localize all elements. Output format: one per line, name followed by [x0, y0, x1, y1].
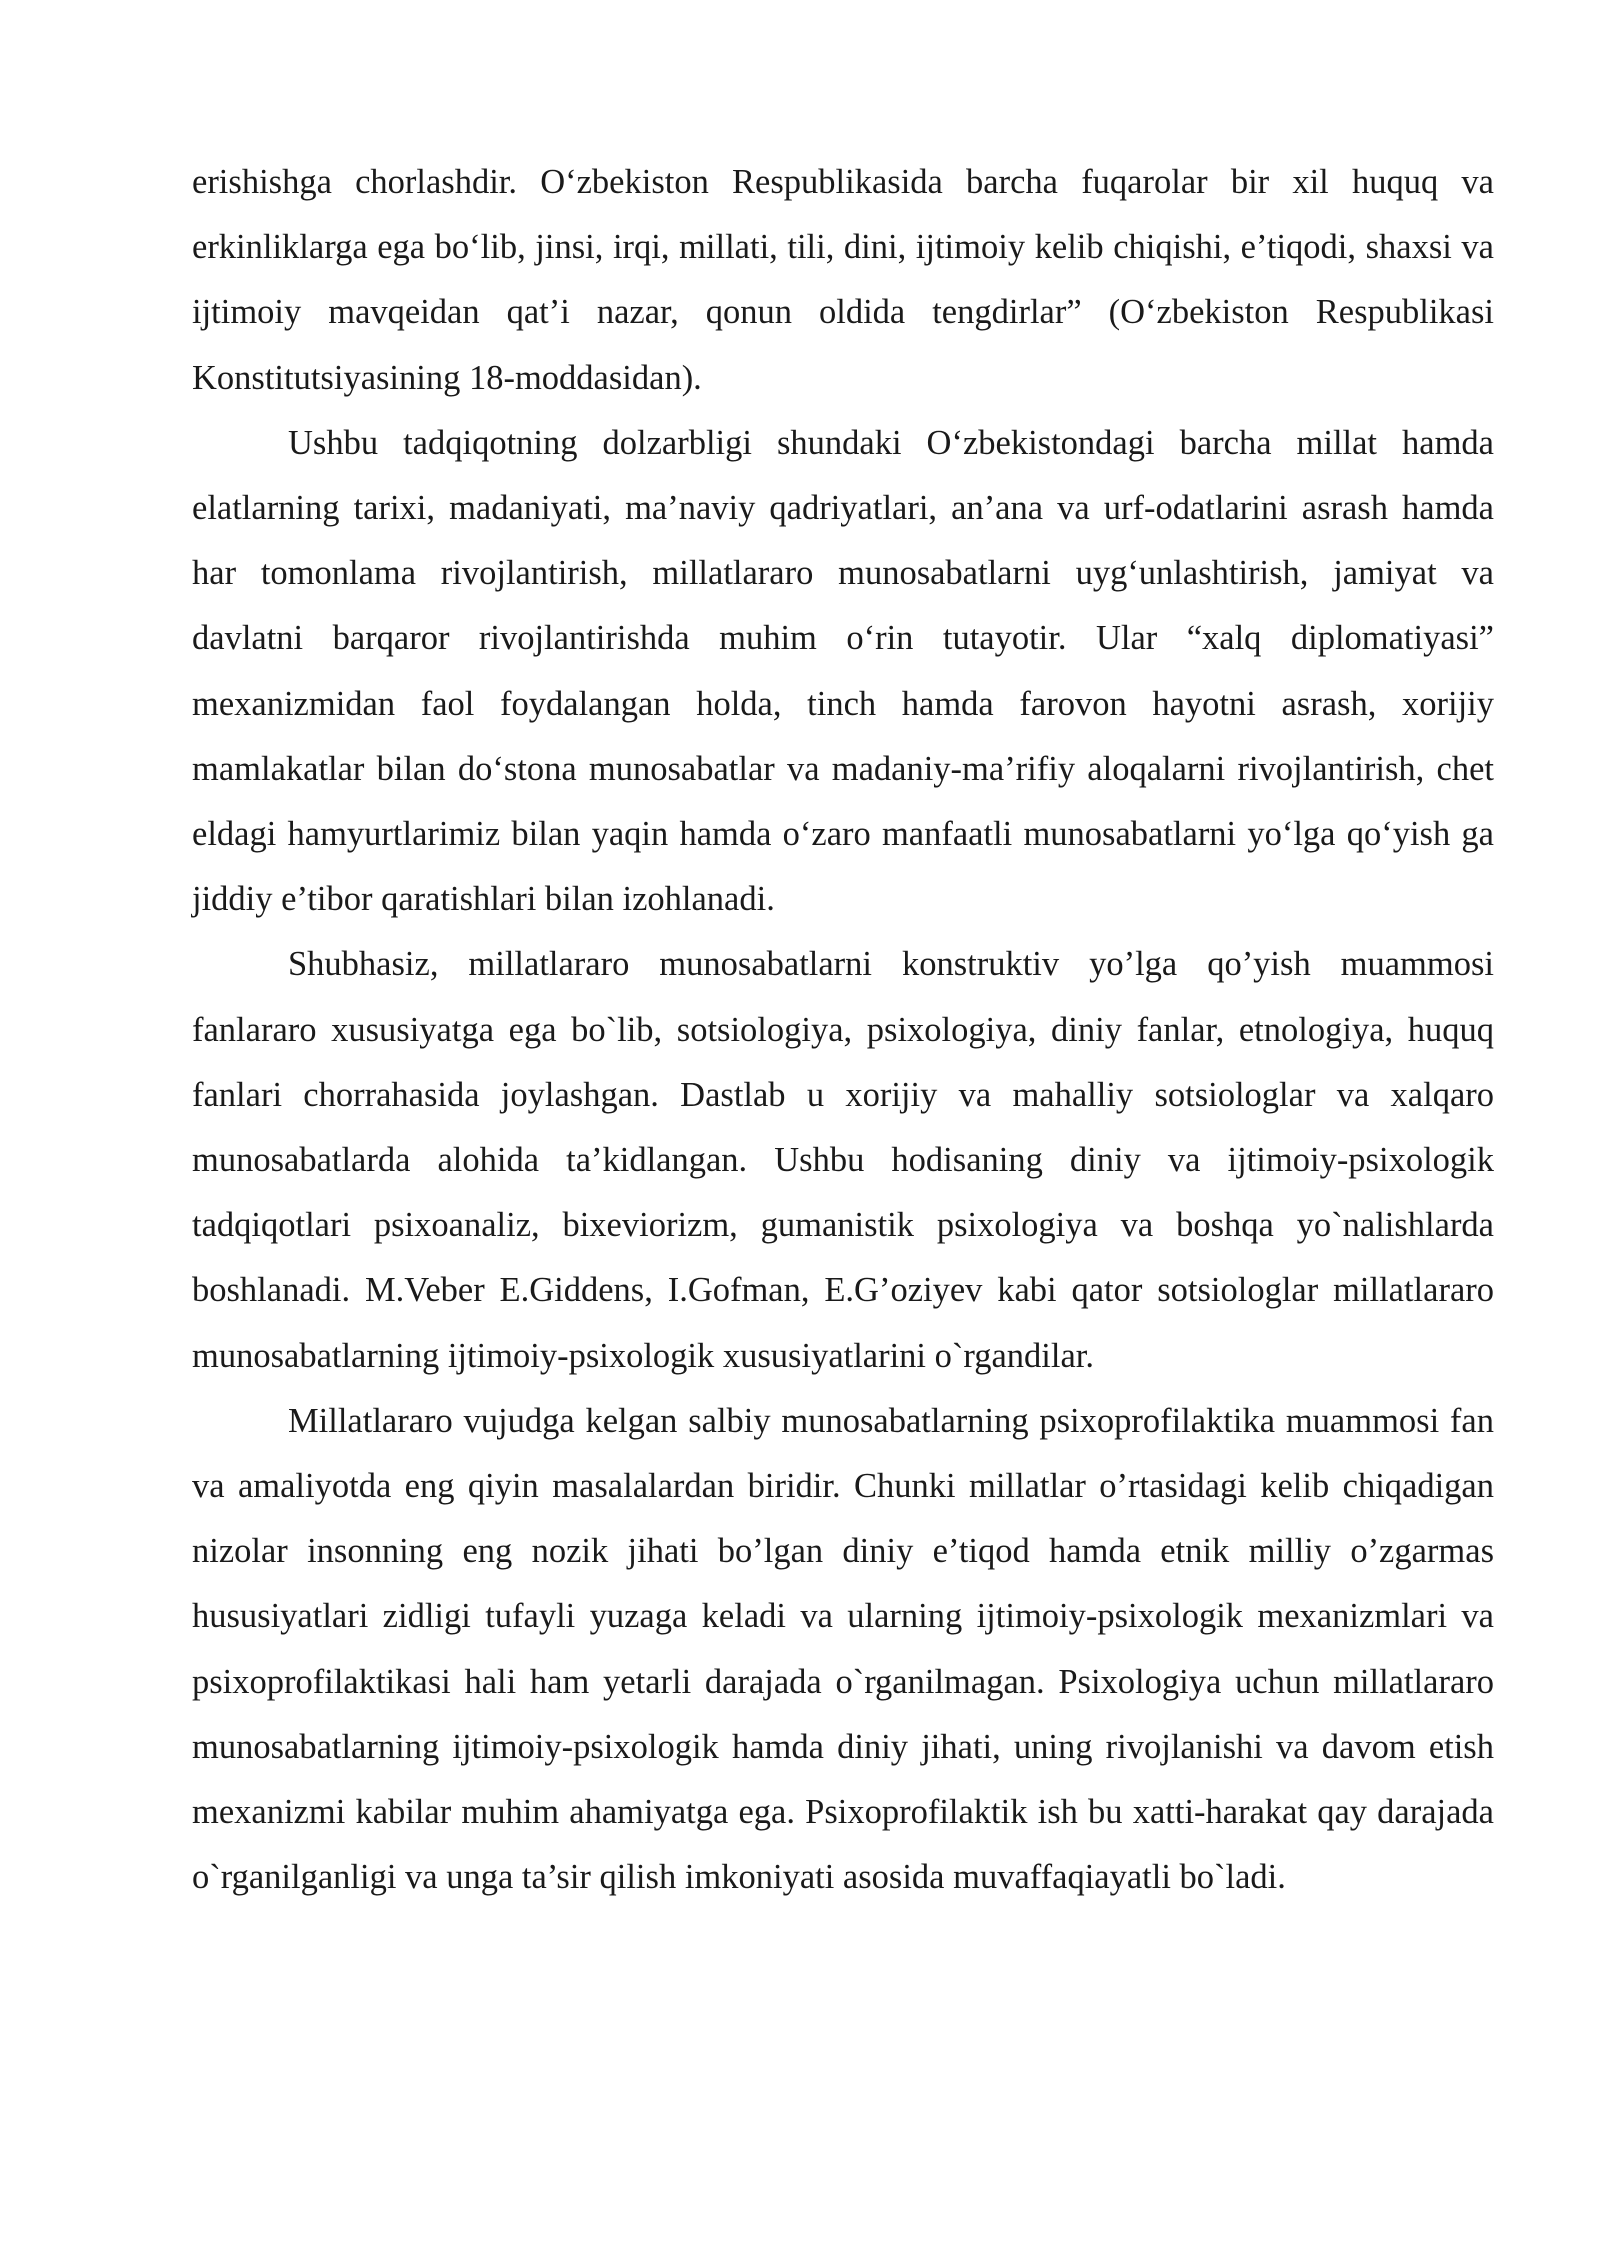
paragraph-constitution-quote: erishishga chorlashdir. O‘zbekiston Respublikasida barcha fuqarolar bir xil huquq va erkinliklarga ega bo‘lib, jinsi, irqi, millati, tili, dini, ijtimoiy kelib chiqishi, e’tiqodi, shaxsi va ijtimoiy mavqeidan qat’i nazar, qonun oldida tengdirlar” (O‘zbekiston Respublikasi Konstitutsiyasining 18-moddasidan). — [192, 163, 1494, 397]
document-body — [192, 150, 1494, 1910]
paragraph-psychoprophylaxis: Millatlararo vujudga kelgan salbiy munosabatlarning psixoprofilaktika muammosi fan va amaliyotda eng qiyin masalalardan biridir. Chunki millatlar o’rtasidagi kelib chiqadigan nizolar insonning eng nozik jihati bo’lgan diniy e’tiqod hamda etnik milliy o’zgarmas hususiyatlari zidligi tufayli yuzaga keladi va ularning ijtimoiy-psixologik mexanizmlari va psixoprofilaktikasi hali ham yetarli darajada o`rganilmagan. Psixologiya uchun millatlararo munosabatlarning ijtimoiy-psixologik hamda diniy jihati, uning rivojlanishi va davom etish mexanizmi kabilar muhim ahamiyatga ega. Psixoprofilaktik ish bu xatti-harakat qay darajada o`rganilganligi va unga ta’sir qilish imkoniyati asosida muvaffaqiayatli bo`ladi. — [192, 1401, 1494, 1897]
paragraph-research-relevance: Ushbu tadqiqotning dolzarbligi shundaki O‘zbekistondagi barcha millat hamda elatlarning tarixi, madaniyati, ma’naviy qadriyatlari, an’ana va urf-odatlarini asrash hamda har tomonlama rivojlantirish, millatlararo munosabatlarni uyg‘unlashtirish, jamiyat va davlatni barqaror rivojlantirishda muhim o‘rin tutayotir. Ular “xalq diplomatiyasi” mexanizmidan faol foydalangan holda, tinch hamda farovon hayotni asrash, xorijiy mamlakatlar bilan do‘stona munosabatlar va madaniy-ma’rifiy aloqalarni rivojlantirish, chet eldagi hamyurtlarimiz bilan yaqin hamda o‘zaro manfaatli munosabatlarni yo‘lga qo‘yish ga jiddiy e’tibor qaratishlari bilan izohlanadi. — [192, 423, 1494, 919]
paragraph-interdisciplinary-problem: Shubhasiz, millatlararo munosabatlarni konstruktiv yo’lga qo’yish muammosi fanlararo xususiyatga ega bo`lib, sotsiologiya, psixologiya, diniy fanlar, etnologiya, huquq fanlari chorrahasida joylashgan. Dastlab u xorijiy va mahalliy sotsiologlar va xalqaro munosabatlarda alohida ta’kidlangan. Ushbu hodisaning diniy va ijtimoiy-psixologik tadqiqotlari psixoanaliz, bixeviorizm, gumanistik psixologiya va boshqa yo`nalishlarda boshlanadi. M.Veber E.Giddens, I.Gofman, E.G’oziyev kabi qator sotsiologlar millatlararo munosabatlarning ijtimoiy-psixologik xususiyatlarini o`rgandilar. — [192, 945, 1494, 1375]
